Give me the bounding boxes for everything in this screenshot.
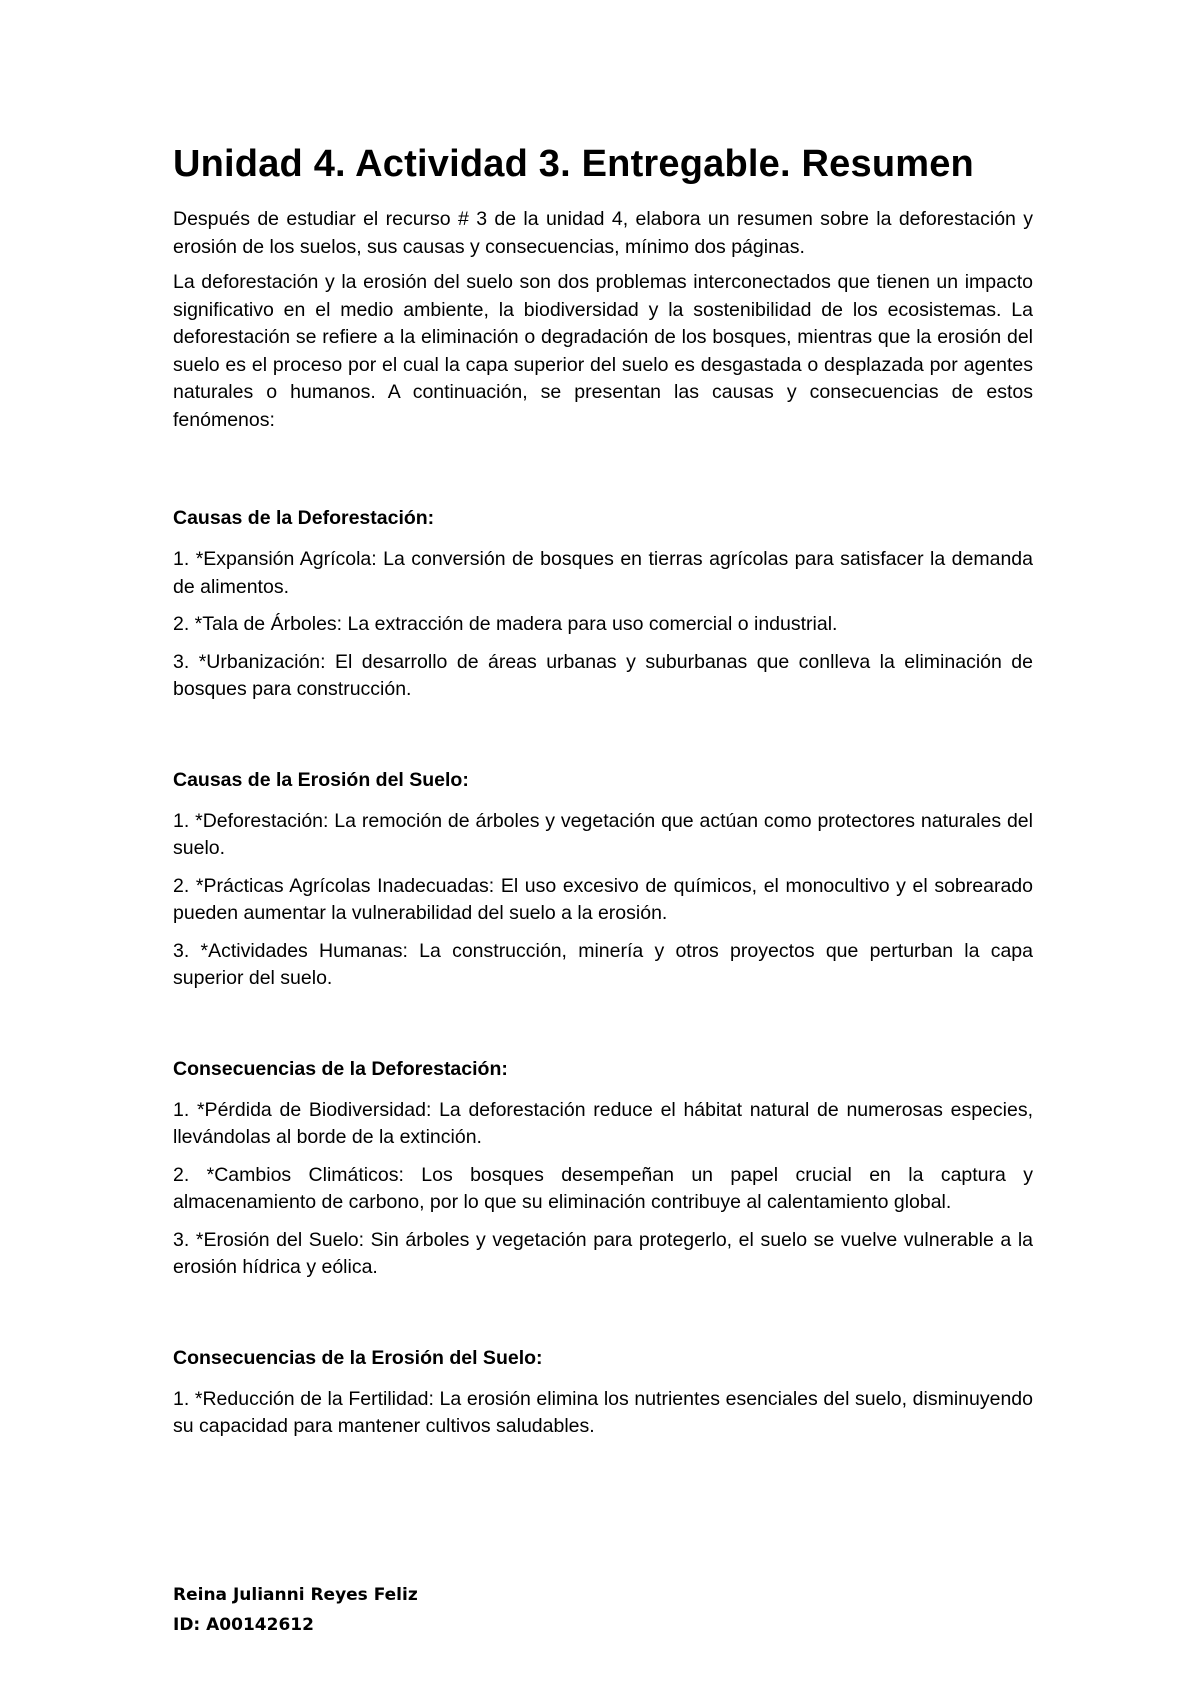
- list-item: 1. *Pérdida de Biodiversidad: La deforestación reduce el hábitat natural de numerosas especies, llevándolas al borde de la extinción.: [173, 1098, 1033, 1148]
- list-item: 2. *Tala de Árboles: La extracción de madera para uso comercial o industrial.: [173, 613, 838, 635]
- list-item: 3. *Actividades Humanas: La construcción, minería y otros proyectos que perturban la capa superior del suelo.: [173, 939, 1033, 989]
- section-heading: Causas de la Erosión del Suelo:: [173, 768, 469, 791]
- section-consecuencias-erosion: [173, 1344, 1033, 1441]
- list-item: 2. *Cambios Climáticos: Los bosques desempeñan un papel crucial en la captura y almacenamiento de carbono, por lo que su eliminación contribuye al calentamiento global.: [173, 1163, 1033, 1213]
- list-item: 1. *Expansión Agrícola: La conversión de bosques en tierras agrícolas para satisfacer la demanda de alimentos.: [173, 548, 1033, 598]
- author-name: Reina Julianni Reyes Feliz: [173, 1585, 418, 1605]
- document-title: Unidad 4. Actividad 3. Entregable. Resumen: [173, 143, 974, 185]
- section-heading: Causas de la Deforestación:: [173, 507, 435, 529]
- document-page: [173, 140, 1033, 1503]
- section-consecuencias-deforestacion: [173, 1055, 1033, 1282]
- page-footer: [173, 1580, 418, 1640]
- section-heading: Consecuencias de la Deforestación:: [173, 1057, 508, 1080]
- section-causas-erosion: [173, 766, 1033, 993]
- summary-paragraph: La deforestación y la erosión del suelo son dos problemas interconectados que tienen un impacto significativo en el medio ambiente, la biodiversidad y la sostenibilidad de los ecosistemas. La deforestación se refiere a la eliminación o degradación de los bosques, mientras que la erosión del suelo es el proceso por el cual la capa superior del suelo es desgastada o desplazada por agentes naturales o humanos. A continuación, se presentan las causas y consecuencias de estos fenómenos:: [173, 271, 1033, 431]
- list-item: 3. *Urbanización: El desarrollo de áreas urbanas y suburbanas que conlleva la eliminación de bosques para construcción.: [173, 650, 1033, 700]
- section-heading: Consecuencias de la Erosión del Suelo:: [173, 1346, 543, 1369]
- list-item: 1. *Reducción de la Fertilidad: La erosión elimina los nutrientes esenciales del suelo, disminuyendo su capacidad para mantener cultivos saludables.: [173, 1387, 1033, 1437]
- list-item: 2. *Prácticas Agrícolas Inadecuadas: El uso excesivo de químicos, el monocultivo y el sobrearado pueden aumentar la vulnerabilidad del suelo a la erosión.: [173, 874, 1033, 924]
- intro-paragraph: Después de estudiar el recurso # 3 de la unidad 4, elabora un resumen sobre la deforestación y erosión de los suelos, sus causas y consecuencias, mínimo dos páginas.: [173, 208, 1033, 258]
- student-id: ID: A00142612: [173, 1615, 314, 1635]
- list-item: 3. *Erosión del Suelo: Sin árboles y vegetación para protegerlo, el suelo se vuelve vulnerable a la erosión hídrica y eólica.: [173, 1228, 1033, 1278]
- section-causas-deforestacion: [173, 504, 1033, 704]
- list-item: 1. *Deforestación: La remoción de árboles y vegetación que actúan como protectores naturales del suelo.: [173, 809, 1033, 859]
